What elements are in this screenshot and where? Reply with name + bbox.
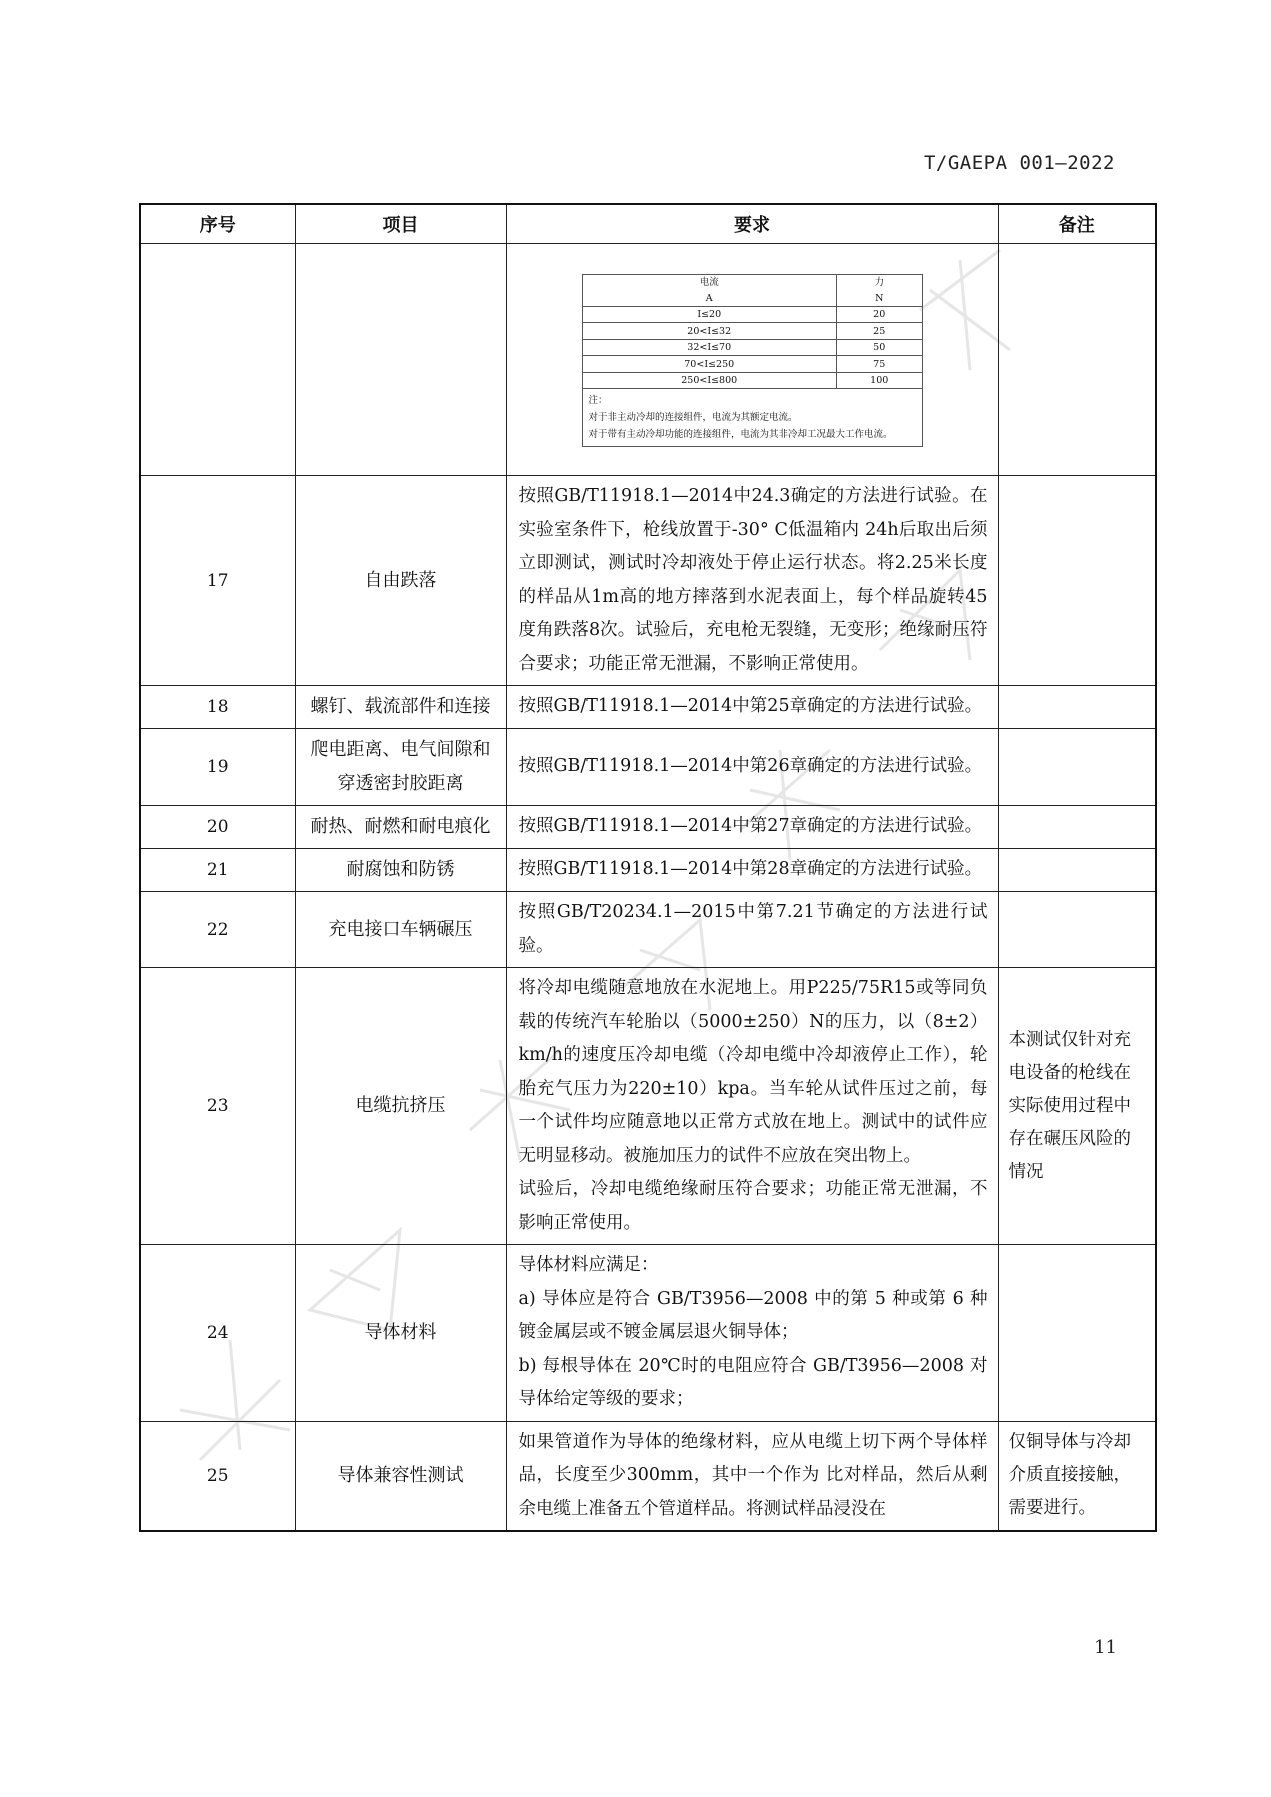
table-row <box>140 968 1156 1245</box>
force-value: 25 <box>836 323 922 340</box>
row-requirement <box>506 476 998 686</box>
requirement-text: 导体材料应满足： <box>518 1255 659 1275</box>
row-item: 耐腐蚀和防锈 <box>295 849 506 892</box>
table-row <box>140 686 1156 729</box>
row-requirement <box>506 806 998 849</box>
row-no: 20 <box>140 806 295 849</box>
row-item: 螺钉、载流部件和连接 <box>295 686 506 729</box>
force-col1-header: 电流 <box>582 274 836 290</box>
row-requirement <box>506 849 998 892</box>
header-note: 备注 <box>998 204 1156 244</box>
row-note <box>998 806 1156 849</box>
row-requirement <box>506 892 998 968</box>
force-note-line: 对于带有主动冷却功能的连接组件，电流为其非冷却工况最大工作电流。 <box>588 429 893 441</box>
requirement-text: 按照GB/T11918.1—2014中24.3确定的方法进行试验。在实验室条件下，枪线放置于-30° C低温箱内 24h后取出后须立即测试，测试时冷却液处于停止运行状态。将2.25米长度的样品从1m高的地方摔落到水泥表面上，每个样品旋转45度角跌落8次。试验后，充电枪无裂缝，无变形；绝缘耐压符合要求；功能正常无泄漏，不影响正常使用。 <box>518 486 988 674</box>
force-row <box>582 306 922 323</box>
force-col2-header: 力 <box>836 274 922 290</box>
row-no: 22 <box>140 892 295 968</box>
requirement-text: 将冷却电缆随意地放在水泥地上。用P225/75R15或等同负载的传统汽车轮胎以（5000±250）N的压力，以（8±2）km/h的速度压冷却电缆（冷却电缆中冷却液停止工作），轮胎充气压力为220±10）kpa。当车轮从试件压过之前，每一个试件均应随意地以正常方式放在地上。测试中的试件应无明显移动。被施加压力的试件不应放在突出物上。 <box>518 978 988 1166</box>
row-requirement <box>506 968 998 1245</box>
row-no: 25 <box>140 1421 295 1531</box>
document-code: T/GAEPA 001—2022 <box>923 152 1115 174</box>
force-value: 100 <box>836 372 922 389</box>
row-item: 爬电距离、电气间隙和穿透密封胶距离 <box>295 729 506 806</box>
header-requirement: 要求 <box>506 204 998 244</box>
row-note: 本测试仅针对充电设备的枪线在实际使用过程中存在碾压风险的情况 <box>998 968 1156 1245</box>
row-no: 24 <box>140 1245 295 1422</box>
row-requirement <box>506 244 998 476</box>
row-no: 21 <box>140 849 295 892</box>
force-col2-unit: N <box>836 290 922 306</box>
row-note <box>998 849 1156 892</box>
row-item: 导体兼容性测试 <box>295 1421 506 1531</box>
row-no: 18 <box>140 686 295 729</box>
requirement-text: 如果管道作为导体的绝缘材料，应从电缆上切下两个导体样品，长度至少300mm，其中一个作为 比对样品，然后从剩余电缆上准备五个管道样品。将测试样品浸没在 <box>518 1431 988 1519</box>
header-no: 序号 <box>140 204 295 244</box>
row-item: 耐热、耐燃和耐电痕化 <box>295 806 506 849</box>
requirement-text: 按照GB/T11918.1—2014中第26章确定的方法进行试验。 <box>518 756 983 777</box>
row-no: 23 <box>140 968 295 1245</box>
table-row <box>140 244 1156 476</box>
force-table-notes <box>582 389 922 447</box>
force-col1-unit: A <box>582 290 836 306</box>
force-note-line: 对于非主动冷却的连接组件，电流为其额定电流。 <box>588 412 798 424</box>
table-row <box>140 729 1156 806</box>
requirement-text: 按照GB/T11918.1—2014中第28章确定的方法进行试验。 <box>518 859 983 880</box>
row-note <box>998 1245 1156 1422</box>
row-note <box>998 892 1156 968</box>
table-row <box>140 476 1156 686</box>
force-current: 32<I≤70 <box>582 339 836 356</box>
row-note <box>998 244 1156 476</box>
force-current: 20<I≤32 <box>582 323 836 340</box>
force-value: 50 <box>836 339 922 356</box>
header-item: 项目 <box>295 204 506 244</box>
page-number: 11 <box>1094 1637 1117 1658</box>
requirement-text: 按照GB/T11918.1—2014中第27章确定的方法进行试验。 <box>518 816 983 837</box>
row-no: 17 <box>140 476 295 686</box>
row-item: 电缆抗挤压 <box>295 968 506 1245</box>
force-current: I≤20 <box>582 306 836 323</box>
row-note <box>998 686 1156 729</box>
row-requirement <box>506 686 998 729</box>
row-no <box>140 244 295 476</box>
table-row <box>140 806 1156 849</box>
row-note <box>998 729 1156 806</box>
force-value: 75 <box>836 356 922 373</box>
force-row <box>582 323 922 340</box>
row-note <box>998 476 1156 686</box>
table-row <box>140 892 1156 968</box>
row-item <box>295 244 506 476</box>
table-header-row <box>140 204 1156 244</box>
requirement-text: 按照GB/T20234.1—2015中第7.21节确定的方法进行试验。 <box>518 902 988 956</box>
table-row <box>140 849 1156 892</box>
force-value: 20 <box>836 306 922 323</box>
force-row <box>582 372 922 389</box>
requirement-list-item: a) 导体应是符合 GB/T3956—2008 中的第 5 种或第 6 种镀金属层或不镀金属层退火铜导体； <box>518 1288 988 1342</box>
force-row <box>582 339 922 356</box>
force-row <box>582 356 922 373</box>
requirement-text: 按照GB/T11918.1—2014中第25章确定的方法进行试验。 <box>518 696 983 717</box>
table-row <box>140 1245 1156 1422</box>
force-table <box>582 274 923 448</box>
row-no: 19 <box>140 729 295 806</box>
row-requirement <box>506 1421 998 1531</box>
force-current: 250<I≤800 <box>582 372 836 389</box>
requirements-table <box>139 203 1157 1532</box>
force-note-label: 注： <box>588 395 608 407</box>
row-item: 导体材料 <box>295 1245 506 1422</box>
force-current: 70<I≤250 <box>582 356 836 373</box>
table-row <box>140 1421 1156 1531</box>
row-requirement <box>506 729 998 806</box>
row-item: 充电接口车辆碾压 <box>295 892 506 968</box>
row-item: 自由跌落 <box>295 476 506 686</box>
requirement-list-item: b) 每根导体在 20℃时的电阻应符合 GB/T3956—2008 对导体给定等级的要求； <box>518 1355 988 1409</box>
row-requirement <box>506 1245 998 1422</box>
row-note: 仅铜导体与冷却介质直接接触，需要进行。 <box>998 1421 1156 1531</box>
requirement-text: 试验后，冷却电缆绝缘耐压符合要求；功能正常无泄漏，不影响正常使用。 <box>518 1179 988 1233</box>
